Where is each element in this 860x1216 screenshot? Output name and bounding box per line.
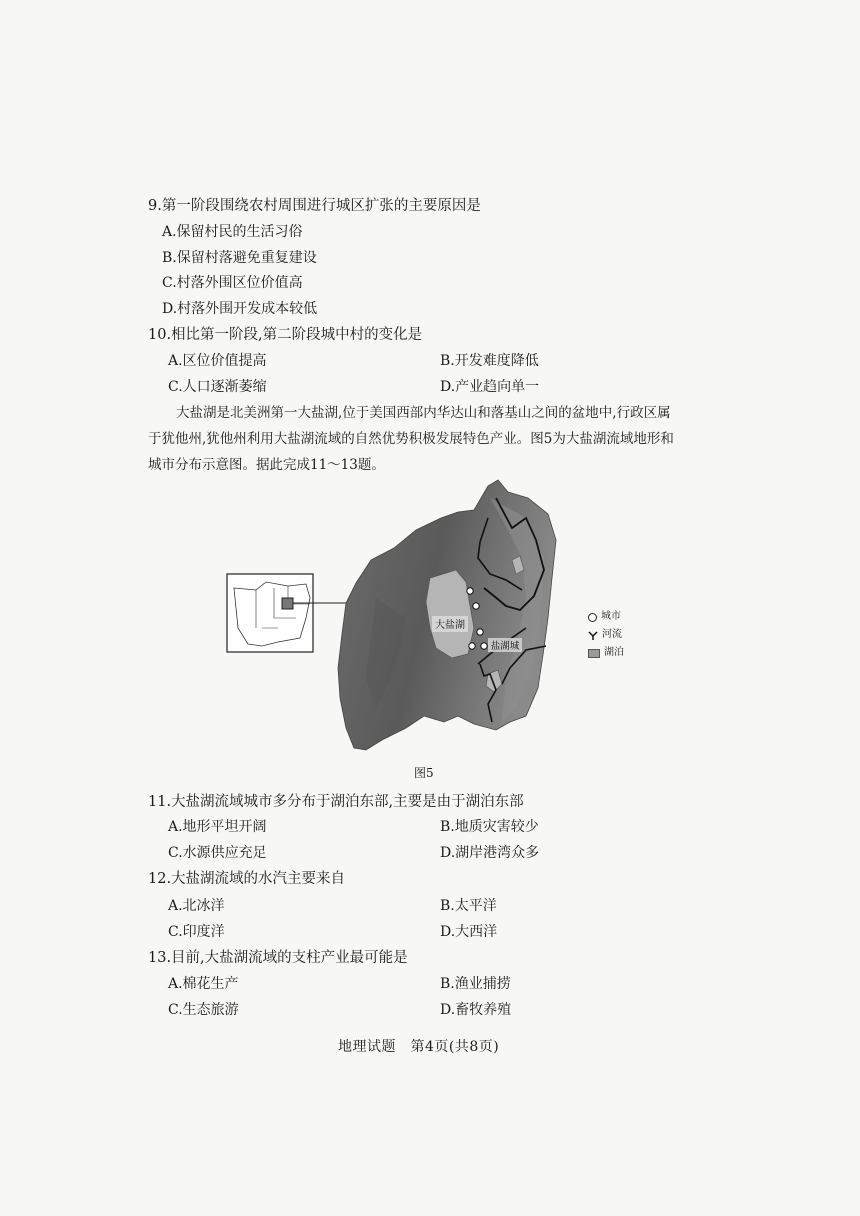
question-11-option-a: A.地形平坦开阔 — [168, 819, 267, 835]
question-9-option-b: B.保留村落避免重复建设 — [162, 250, 317, 266]
question-13-option-c: C.生态旅游 — [168, 1002, 239, 1018]
map-legend — [588, 608, 624, 662]
legend-item-river: 河流 — [588, 626, 624, 644]
city-marker — [473, 603, 479, 609]
question-13-stem: 13.目前,大盐湖流域的支柱产业最可能是 — [148, 950, 408, 966]
question-10-stem: 10.相比第一阶段,第二阶段城中村的变化是 — [148, 327, 423, 343]
question-10-option-b: B.开发难度降低 — [440, 353, 539, 369]
question-12-option-a: A.北冰洋 — [168, 898, 225, 914]
city-marker — [469, 643, 475, 649]
question-12-option-b: B.太平洋 — [440, 898, 497, 914]
question-10-option-d: D.产业趋向单一 — [440, 379, 540, 395]
question-11-option-c: C.水源供应充足 — [168, 845, 267, 861]
figure-caption: 图5 — [414, 766, 434, 780]
city-marker — [467, 588, 473, 594]
city-marker-salt-lake-city — [481, 643, 487, 649]
question-12-option-d: D.大西洋 — [440, 924, 498, 940]
question-9-option-d: D.村落外围开发成本较低 — [162, 301, 318, 317]
question-10-option-a: A.区位价值提高 — [168, 353, 267, 369]
lake-symbol-icon — [588, 649, 600, 658]
question-13-option-d: D.畜牧养殖 — [440, 1002, 512, 1018]
question-12-option-c: C.印度洋 — [168, 924, 225, 940]
legend-item-city: 城市 — [588, 608, 624, 626]
city-label: 盐湖城 — [490, 641, 520, 652]
lake-label: 大盐湖 — [435, 620, 465, 631]
question-12-stem: 12.大盐湖流域的水汽主要来自 — [148, 871, 346, 887]
passage-line-2: 于犹他州,犹他州利用大盐湖流域的自然优势积极发展特色产业。图5为大盐湖流域地形和 — [148, 431, 674, 447]
question-11-option-d: D.湖岸港湾众多 — [440, 845, 540, 861]
question-11-option-b: B.地质灾害较少 — [440, 819, 539, 835]
question-9-option-c: C.村落外围区位价值高 — [162, 275, 303, 291]
question-10-option-c: C.人口逐渐萎缩 — [168, 379, 267, 395]
passage — [148, 400, 714, 478]
question-9-option-a: A.保留村民的生活习俗 — [162, 224, 303, 240]
question-13-option-a: A.棉花生产 — [168, 976, 239, 992]
city-marker — [477, 629, 483, 635]
river-symbol-icon — [588, 630, 598, 640]
passage-line-3: 城市分布示意图。据此完成11～13题。 — [148, 457, 385, 473]
legend-item-lake: 湖泊 — [588, 644, 624, 662]
city-symbol-icon — [588, 613, 597, 622]
passage-line-1: 大盐湖是北美洲第一大盐湖,位于美国西部内华达山和落基山之间的盆地中,行政区属 — [176, 405, 671, 421]
basin-map — [226, 478, 576, 758]
question-9-stem: 9.第一阶段围绕农村周围进行城区扩张的主要原因是 — [148, 198, 481, 214]
inset-locator-map — [227, 574, 354, 652]
page-footer: 地理试题 第4页(共8页) — [338, 1039, 500, 1055]
question-13-option-b: B.渔业捕捞 — [440, 976, 511, 992]
question-11-stem: 11.大盐湖流域城市多分布于湖泊东部,主要是由于湖泊东部 — [148, 794, 524, 810]
